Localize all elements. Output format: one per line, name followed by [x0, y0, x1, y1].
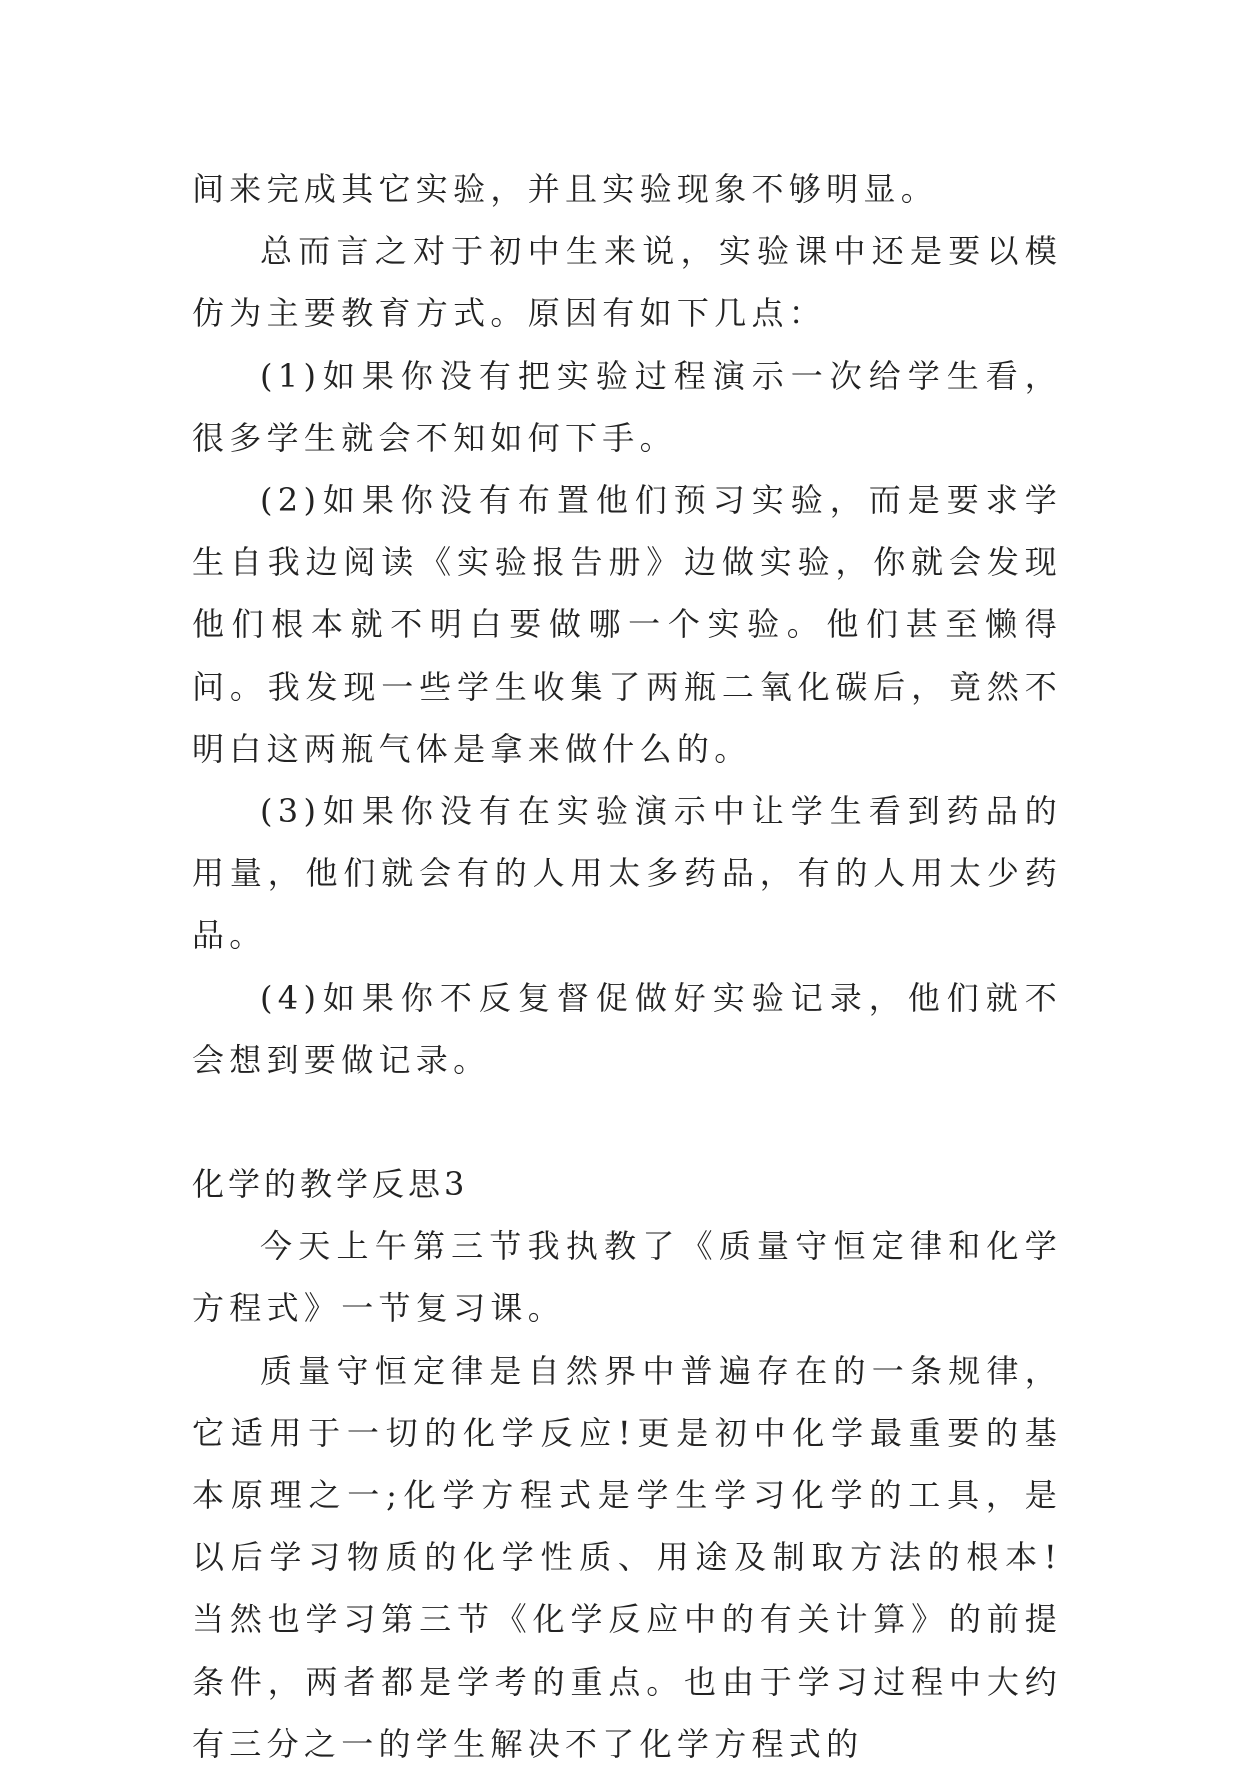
- section-heading: 化学的教学反思3: [192, 1165, 469, 1204]
- document-body: [192, 158, 1062, 1775]
- paragraph-point-3: (3)如果你没有在实验演示中让学生看到药品的用量，他们就会有的人用太多药品，有的人用太少药品。: [192, 792, 1062, 955]
- paragraph-point-2: (2)如果你没有布置他们预习实验，而是要求学生自我边阅读《实验报告册》边做实验，你就会发现他们根本就不明白要做哪一个实验。他们甚至懒得问。我发现一些学生收集了两瓶二氧化碳后，竟然不明白这两瓶气体是拿来做什么的。: [192, 481, 1062, 768]
- paragraph-intro: 今天上午第三节我执教了《质量守恒定律和化学方程式》一节复习课。: [192, 1227, 1062, 1328]
- paragraph-point-4: (4)如果你不反复督促做好实验记录，他们就不会想到要做记录。: [192, 978, 1062, 1079]
- paragraph-summary: 总而言之对于初中生来说，实验课中还是要以模仿为主要教育方式。原因有如下几点：: [192, 232, 1062, 333]
- paragraph-continuation: 间来完成其它实验，并且实验现象不够明显。: [192, 170, 939, 208]
- section-spacer: [192, 1091, 1062, 1153]
- paragraph-law: 质量守恒定律是自然界中普遍存在的一条规律，它适用于一切的化学反应!更是初中化学最重要的基本原理之一;化学方程式是学生学习化学的工具，是以后学习物质的化学性质、用途及制取方法的根本!当然也学习第三节《化学反应中的有关计算》的前提条件，两者都是学考的重点。也由于学习过程中大约有三分之一的学生解决不了化学方程式的: [192, 1351, 1062, 1763]
- paragraph-point-1: (1)如果你没有把实验过程演示一次给学生看，很多学生就会不知如何下手。: [192, 356, 1062, 457]
